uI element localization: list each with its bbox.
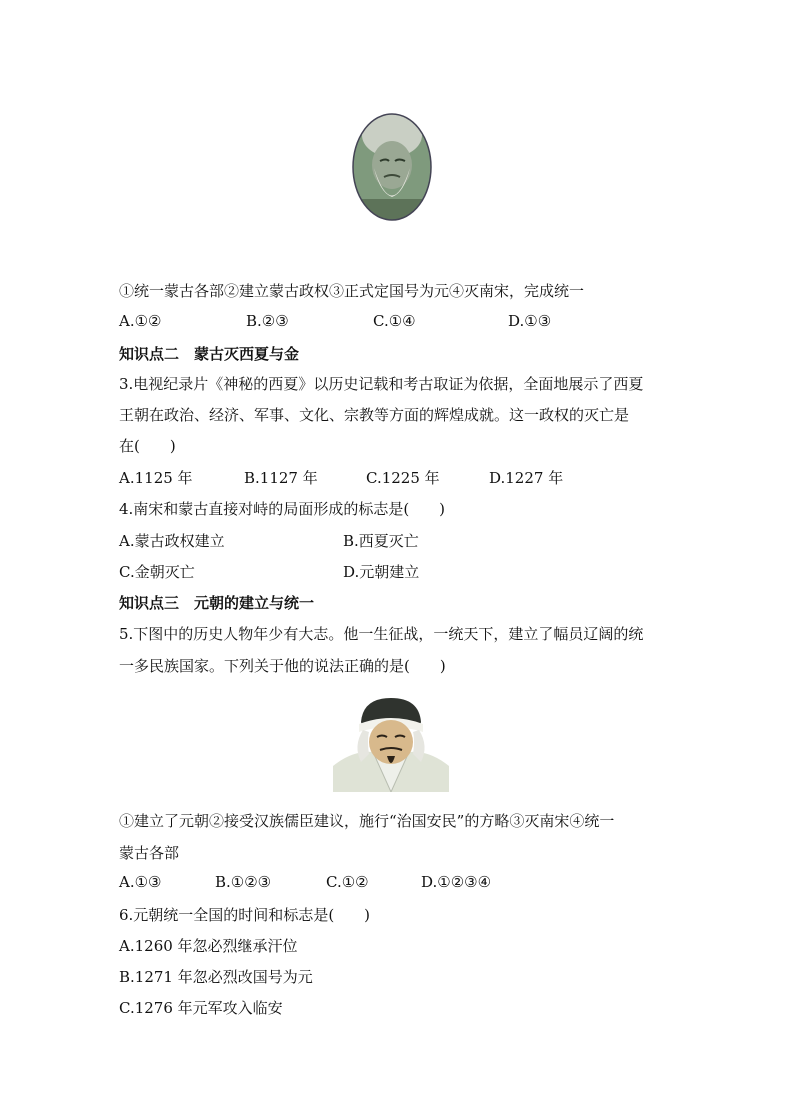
q5-statements-line-2: 蒙古各部 xyxy=(119,844,180,862)
prev-option-d: D.①③ xyxy=(508,312,552,330)
prev-option-a: A.①② xyxy=(119,312,162,330)
q3-option-c: C.1225 年 xyxy=(366,469,440,487)
q4-option-b: B.西夏灭亡 xyxy=(343,532,419,550)
prev-option-b: B.②③ xyxy=(246,312,289,330)
q5-option-b: B.①②③ xyxy=(215,873,272,891)
q5-option-d: D.①②③④ xyxy=(421,873,492,891)
kublai-khan-portrait xyxy=(333,694,449,792)
q5-option-c: C.①② xyxy=(326,873,369,891)
q5-option-a: A.①③ xyxy=(119,873,162,891)
q3-option-a: A.1125 年 xyxy=(119,469,193,487)
q3-option-b: B.1127 年 xyxy=(244,469,318,487)
q3-line-2: 王朝在政治、经济、军事、文化、宗教等方面的辉煌成就。这一政权的灭亡是 xyxy=(119,406,630,424)
q3-line-1: 3.电视纪录片《神秘的西夏》以历史记载和考古取证为依据，全面地展示了西夏 xyxy=(119,375,644,393)
q3-option-d: D.1227 年 xyxy=(489,469,564,487)
q6-stem: 6.元朝统一全国的时间和标志是( ) xyxy=(119,906,371,924)
section-2-title: 知识点二 蒙古灭西夏与金 xyxy=(119,345,300,363)
prev-question-statements: ①统一蒙古各部②建立蒙古政权③正式定国号为元④灭南宋，完成统一 xyxy=(119,282,585,300)
q5-statements-line-1: ①建立了元朝②接受汉族儒臣建议，施行“治国安民”的方略③灭南宋④统一 xyxy=(119,812,615,830)
q6-option-a: A.1260 年忽必烈继承汗位 xyxy=(119,937,298,955)
q4-stem: 4.南宋和蒙古直接对峙的局面形成的标志是( ) xyxy=(119,500,446,518)
q5-line-1: 5.下图中的历史人物年少有大志。他一生征战，一统天下，建立了幅员辽阔的统 xyxy=(119,625,644,643)
section-3-title: 知识点三 元朝的建立与统一 xyxy=(119,594,315,612)
q5-line-2: 一多民族国家。下列关于他的说法正确的是( ) xyxy=(119,657,446,675)
q6-option-b: B.1271 年忽必烈改国号为元 xyxy=(119,968,313,986)
q4-option-c: C.金朝灭亡 xyxy=(119,563,195,581)
q3-line-3: 在( ) xyxy=(119,437,176,455)
q4-option-a: A.蒙古政权建立 xyxy=(119,532,225,550)
genghis-khan-portrait xyxy=(352,113,432,221)
q6-option-c: C.1276 年元军攻入临安 xyxy=(119,999,283,1017)
q4-option-d: D.元朝建立 xyxy=(343,563,420,581)
prev-option-c: C.①④ xyxy=(373,312,416,330)
